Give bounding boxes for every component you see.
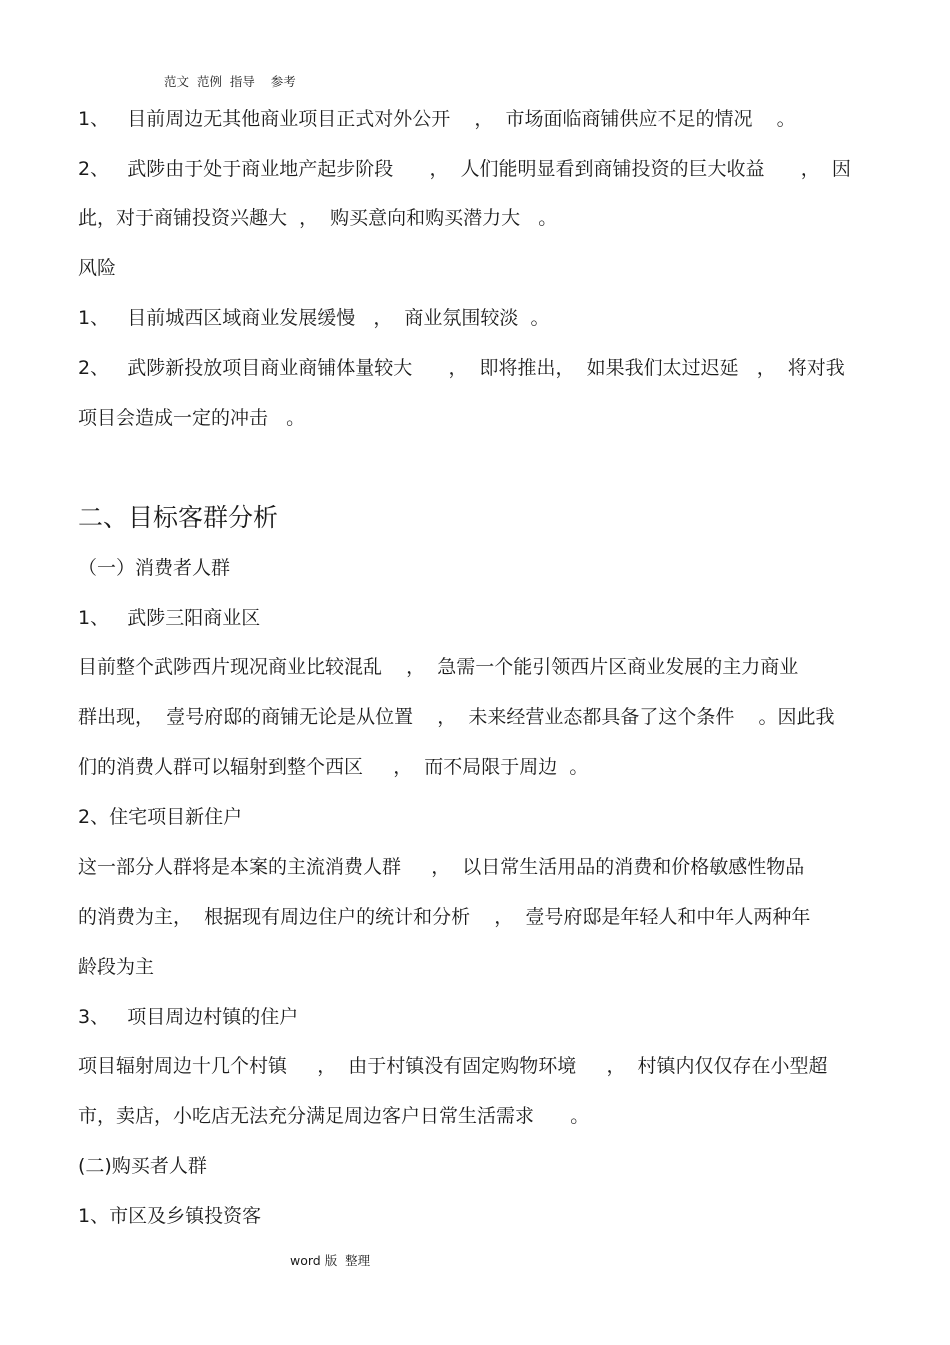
item2-title: 2、住宅项目新住户	[78, 806, 243, 828]
item3-line-2: 市，卖店，小吃店无法充分满足周边客户日常生活需求 。	[78, 1105, 590, 1127]
item1-title: 1、 武陟三阳商业区	[78, 607, 261, 629]
risk-line-1: 1、 目前城西区域商业发展缓慢 ， 商业氛围较淡 。	[78, 307, 550, 329]
risk-line-2: 2、 武陟新投放项目商业商铺体量较大 ， 即将推出， 如果我们太过迟延 ， 将对我	[78, 357, 845, 379]
page-header: 范文 范例 指导 参考	[164, 74, 296, 89]
item2-line-3: 龄段为主	[78, 956, 155, 978]
opportunity-line-3: 此，对于商铺投资兴趣大 ， 购买意向和购买潜力大 。	[78, 207, 558, 229]
item2-line-2: 的消费为主， 根据现有周边住户的统计和分析 ， 壹号府邸是年轻人和中年人两种年	[78, 906, 811, 928]
item1-line-1: 目前整个武陟西片现况商业比较混乱 ， 急需一个能引领西片区商业发展的主力商业	[78, 656, 799, 678]
item3-line-1: 项目辐射周边十几个村镇 ， 由于村镇没有固定购物环境 ， 村镇内仅仅存在小型超	[78, 1055, 828, 1077]
item1-line-3: 们的消费人群可以辐射到整个西区 ， 而不局限于周边 。	[78, 756, 589, 778]
opportunity-line-1: 1、 目前周边无其他商业项目正式对外公开 ， 市场面临商铺供应不足的情况 。	[78, 108, 796, 130]
buyer-item-1: 1、市区及乡镇投资客	[78, 1205, 262, 1227]
section-title: 二、目标客群分析	[78, 503, 279, 532]
consumer-heading: （一）消费者人群	[78, 557, 231, 579]
risk-title: 风险	[78, 257, 117, 279]
opportunity-line-2: 2、 武陟由于处于商业地产起步阶段 ， 人们能明显看到商铺投资的巨大收益 ， 因	[78, 158, 851, 180]
page-footer: word 版 整理	[290, 1253, 371, 1268]
risk-line-3: 项目会造成一定的冲击 。	[78, 407, 306, 429]
buyer-heading: (二)购买者人群	[78, 1155, 207, 1177]
item2-line-1: 这一部分人群将是本案的主流消费人群 ， 以日常生活用品的消费和价格敏感性物品	[78, 856, 805, 878]
item3-title: 3、 项目周边村镇的住户	[78, 1006, 299, 1028]
item1-line-2: 群出现， 壹号府邸的商铺无论是从位置 ， 未来经营业态都具备了这个条件 。因此我	[78, 706, 835, 728]
